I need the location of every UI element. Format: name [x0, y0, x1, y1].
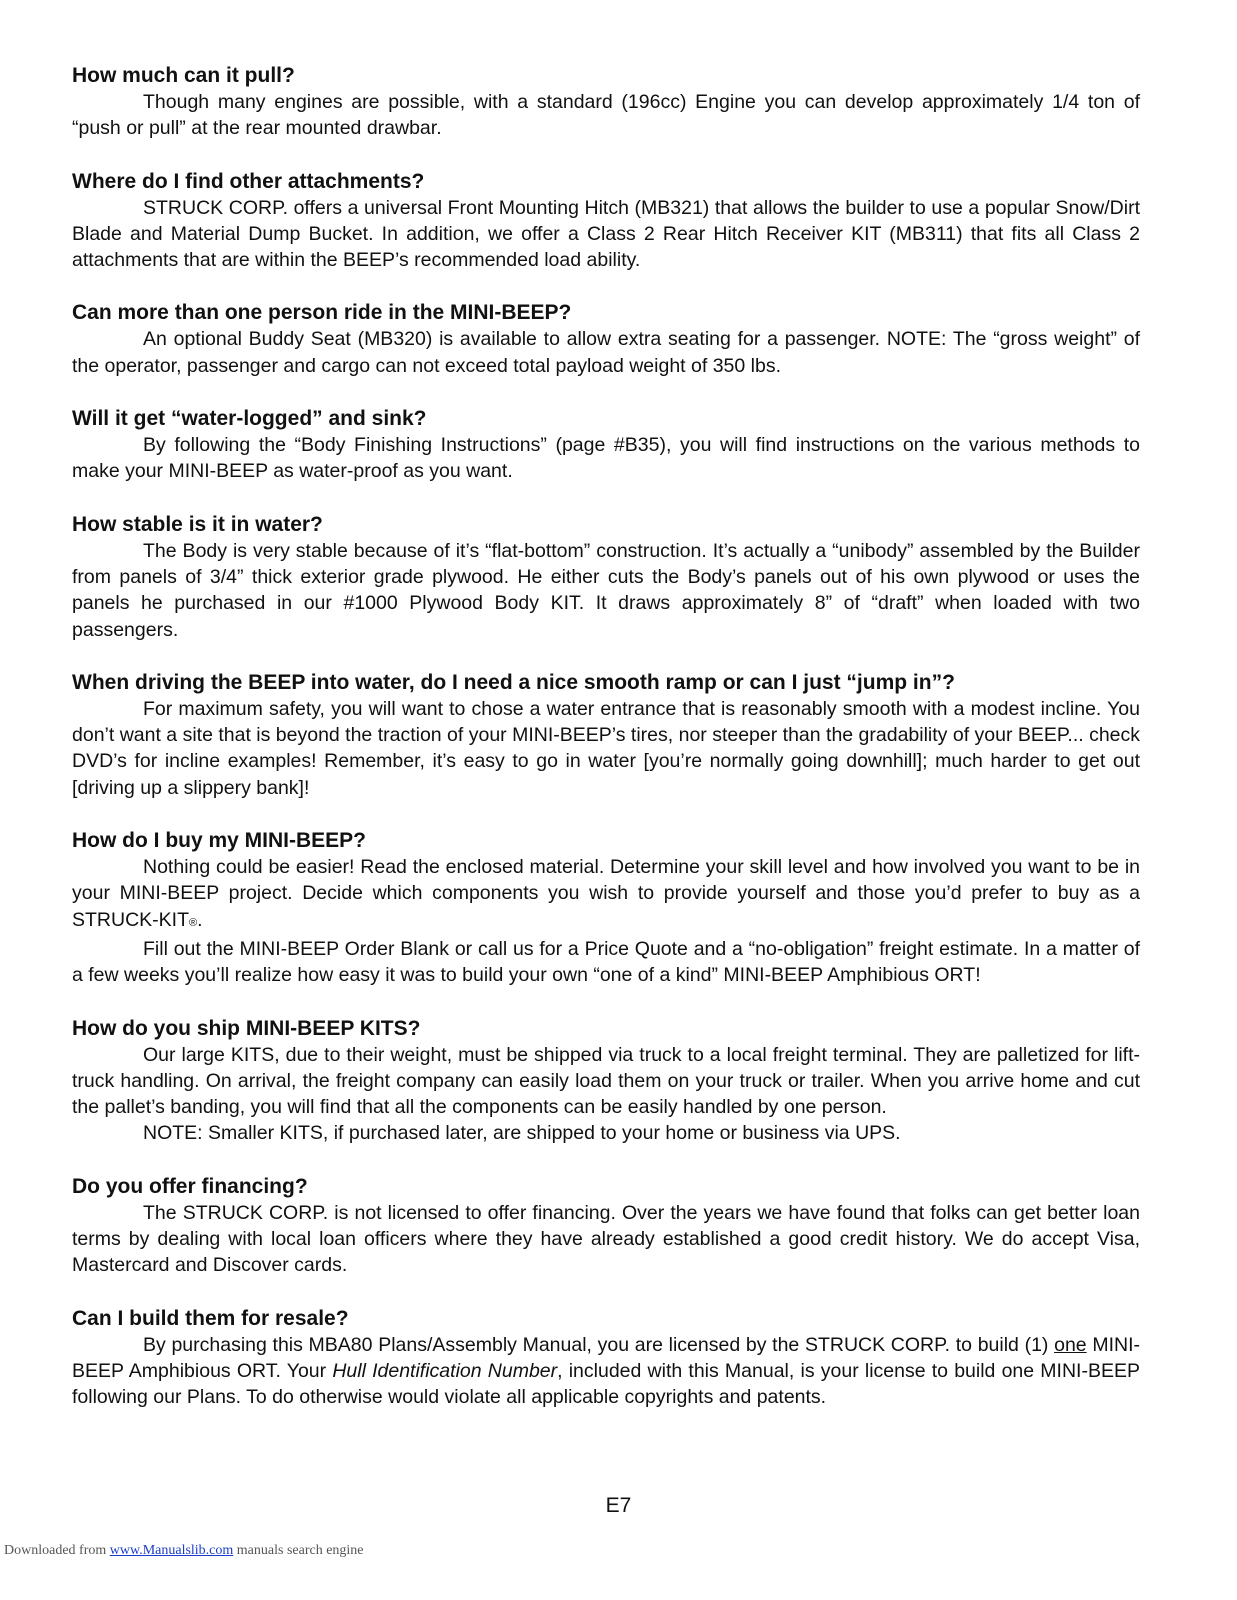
question-heading: Do you offer financing? [72, 1174, 308, 1198]
question-heading: Will it get “water-logged” and sink? [72, 407, 427, 431]
answer-paragraph: Our large KITS, due to their weight, must be shipped via truck to a local freight terminal. They are palletized for lift-truck handling. On arrival, the freight company can easily load them on your truck or trailer. When you arrive home and cut the pallet’s banding, you will find that all the components can be easily handled by one person. [72, 1043, 1140, 1119]
answer-text: Nothing could be easier! Read the enclosed material. Determine your skill level and how involved you want to be in your MINI-BEEP project. Decide which components you wish to provide yourself and those you’d prefer to buy as a STRUCK-KIT [72, 856, 1140, 931]
answer-paragraph: STRUCK CORP. offers a universal Front Mounting Hitch (MB321) that allows the builder to use a popular Snow/Dirt Blade and Material Dump Bucket. In addition, we offer a Class 2 Rear Hitch Receiver KIT (MB311) that fits all Class 2 attachments that are within the BEEP’s recommended load ability. [72, 196, 1140, 272]
footer-suffix: manuals search engine [233, 1543, 364, 1558]
faq-item-pull [72, 62, 1140, 142]
question-heading: Can more than one person ride in the MINI-BEEP? [72, 301, 572, 325]
answer-paragraph [72, 1332, 1140, 1411]
answer-text-end: . [197, 908, 203, 931]
answer-paragraph: Fill out the MINI-BEEP Order Blank or call us for a Price Quote and a “no-obligation” freight estimate. In a matter of a few weeks you’ll realize how easy it was to build your own “one of a kind” MINI-BEEP Amphibious ORT! [72, 937, 1140, 987]
question-heading: Can I build them for resale? [72, 1306, 349, 1330]
question-heading: How do you ship MINI-BEEP KITS? [72, 1016, 421, 1040]
answer-paragraph [72, 854, 1140, 936]
faq-item-ramp [72, 669, 1140, 801]
faq-item-attachments [72, 168, 1140, 274]
answer-text: , included with this Manual, is your license to build one MINI-BEEP following our Plans. To do otherwise would violate all applicable copyrights and patents. [72, 1359, 1140, 1409]
faq-item-stability [72, 511, 1140, 643]
answer-paragraph: By following the “Body Finishing Instructions” (page #B35), you will find instructions on the various methods to make your MINI-BEEP as water-proof as you want. [72, 434, 1140, 483]
answer-paragraph: The STRUCK CORP. is not licensed to offer financing. Over the years we have found that folks can get better loan terms by dealing with local loan officers where they have already established a good credit history. We do accept Visa, Mastercard and Discover cards. [72, 1201, 1140, 1277]
question-heading: How stable is it in water? [72, 512, 323, 536]
answer-note: NOTE: Smaller KITS, if purchased later, are shipped to your home or business via UPS. [143, 1122, 901, 1145]
faq-item-buy [72, 827, 1140, 988]
underlined-word: one [1054, 1333, 1087, 1356]
footer-prefix: Downloaded from [4, 1543, 110, 1558]
faq-item-resale [72, 1305, 1140, 1411]
answer-text: By purchasing this MBA80 Plans/Assembly Manual, you are licensed by the STRUCK CORP. to build (1) [143, 1333, 1055, 1356]
answer-text: MINI-BEEP Amphibious ORT. Your [72, 1333, 1140, 1382]
answer-paragraph: Though many engines are possible, with a standard (196cc) Engine you can develop approximately 1/4 ton of “push or pull” at the rear mounted drawbar. [72, 91, 1140, 140]
download-footer [4, 1543, 364, 1559]
faq-item-financing [72, 1173, 1140, 1279]
answer-paragraph: For maximum safety, you will want to chose a water entrance that is reasonably smooth with a modest incline. You don’t want a site that is beyond the traction of your MINI-BEEP’s tires, nor steeper than the gradability of your BEEP... check DVD’s for incline examples! Remember, it’s easy to go in water [you’re normally going downhill]; much harder to get out [driving up a slippery bank]! [72, 697, 1141, 799]
faq-item-water-logged [72, 405, 1140, 485]
question-heading: Where do I find other attachments? [72, 169, 425, 193]
faq-item-passengers [72, 299, 1140, 379]
answer-paragraph: The Body is very stable because of it’s “flat-bottom” construction. It’s actually a “unibody” assembled by the Builder from panels of 3/4” thick exterior grade plywood. He either cuts the Body’s panels out of his own plywood or uses the panels he purchased in our #1000 Plywood Body KIT. It draws approximately 8” of “draft” when loaded with two passengers. [72, 539, 1140, 641]
question-heading: When driving the BEEP into water, do I need a nice smooth ramp or can I just “jump in”? [72, 670, 955, 694]
page-number: E7 [605, 1494, 632, 1517]
answer-paragraph: An optional Buddy Seat (MB320) is available to allow extra seating for a passenger. NOTE: The “gross weight” of the operator, passenger and cargo can not exceed total payload weight of 350 lbs. [72, 328, 1140, 377]
question-heading: How do I buy my MINI-BEEP? [72, 829, 367, 853]
question-heading: How much can it pull? [72, 64, 295, 87]
faq-item-shipping [72, 1015, 1140, 1147]
italic-term: Hull Identification Number [332, 1359, 558, 1382]
registered-mark: ® [189, 916, 198, 929]
faq-page [72, 62, 1140, 1437]
manualslib-link[interactable]: www.Manualslib.com [109, 1543, 234, 1558]
